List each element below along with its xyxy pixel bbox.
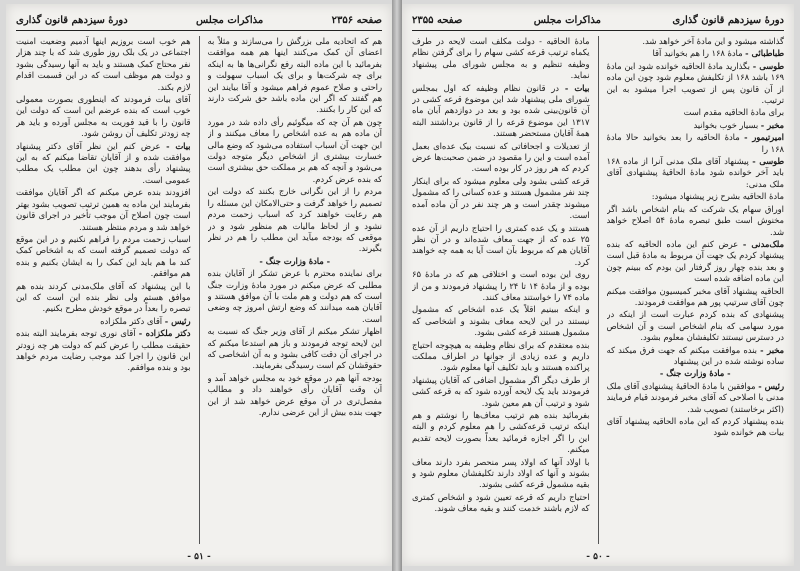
speech-text: بسیار خوب بخوانید <box>693 119 759 130</box>
speaker-name: ملک‌مدنی - <box>742 238 784 249</box>
paragraph: مادهٔ الحاقیه - دولت مکلف است لایحه در طرف یکماه ترتیب قرعه کشی سهام را برای گرفتن نظام وظیفه تنظیم و به مجلس شورای ملی پیشنهاد نماید. <box>412 36 590 81</box>
paragraph: گذاشته میشود و این مادهٔ آخر خواهد شد. <box>642 36 784 46</box>
speaker-paragraph <box>607 381 785 415</box>
paragraph: بودجه آنها هم در موقع خود به مجلس خواهد آمد و آن وقت آقایان رأی خواهند داد و مطالب مفصل‌تری در آن موقع عرض خواهد شد از این جهت بنده بیش از این عرضی ندارم. <box>207 372 382 417</box>
paragraph: بنده معتقدم که برای نظام وظیفه به هیچوجه احتیاج داریم و عده زیادی از جوانها در اطراف مملکت پراکنده هستند و باید تکلیف آنها معلوم شود. <box>412 339 590 373</box>
page-header <box>412 10 784 31</box>
paragraph: احتیاج داریم که قرعه تعیین شود و اشخاص کمتری که لازم باشند خدمت کنند و بقیه معاف شوند. <box>412 491 590 514</box>
paragraph: مادهٔ الحاقیه بشرح زیر پیشنهاد میشود: <box>651 191 784 202</box>
paragraph: قرعه کشی بشود ولی معلوم میشود که برای اینکار چند نفر مشمول هستند و عده کسانی را که مشمول میشوند چقدر است و هر چند نفر در آن ماده آمده است. <box>412 175 590 221</box>
speaker-paragraph <box>607 120 785 131</box>
paragraph: روی این بوده است و اختلافی هم که در مادهٔ ۶۵ بوده و از مادهٔ ۱۴ تا ۲۴ را پیشنهاد فرمودند و من از ماده ۷۴ را خواستند معاف کنند. <box>412 269 590 302</box>
speech-text: مادهٔ الحاقیه را بعد بخوانید حالا مادهٔ ۱۶۸ را <box>606 132 784 154</box>
page-label: صفحه ۲۳۵۶ <box>331 14 382 26</box>
speech-text: آقای دکتر ملکزاده <box>100 315 163 326</box>
paragraph: از تعدیلات و اجحافاتی که نسبت بیک عده‌ای بعمل آمده است و این را مقصود در ضمن صحبت‌ها عرض کردم که هر روز در کار بوده است. <box>412 140 590 174</box>
paragraph: الحاقیه پیشنهاد آقای مخبر کمیسیون موافقت میکنم چون آقای سرتیپ پور هم موافقت فرمودند. <box>606 285 784 307</box>
paragraph: از طرف دیگر اگر مشمول اضافی که آقایان پیشنهاد فرمودند باید یک لایحه آورده شود که به قرعه کشی شود و ترتیب آن هم معین شود. <box>412 374 590 408</box>
speech-text: موافقین با مادهٔ الحاقیهٔ پیشنهادی آقای ملک مدنی با اصلاحی که آقای مخبر فرمودند قیام فرمایند (اکثر برخاستند) تصویب شد. <box>606 380 784 414</box>
left-page <box>6 4 392 566</box>
column-divider <box>598 36 599 544</box>
paragraph: اظهار تشکر میکنم از آقای وزیر جنگ که نسبت به این لایحه توجه فرمودند و باز هم استدعا میکنم که در اجرای آن دقت کافی بشود و به آن اشخاصی که حقوقشان کم است رسیدگی بفرمایند. <box>207 326 382 371</box>
speaker-paragraph <box>607 61 785 107</box>
paragraph: هستند و یک عده کمتری را احتیاج داریم از آن عده ۲۵ عده که از جهت معاف شده‌اند و در آن نظر آقایان هم که مربوط بآن است آیا به همه چه خواهند کرد. <box>412 222 590 267</box>
speech-text: آقای نوری توجه بفرمایند البته بنده حقیقت مطلب را عرض کنم که دولت هر چه زودتر این قانون را اجرا کند موجب رضایت مردم خواهد بود و بنده موافقم. <box>16 328 191 373</box>
speaker-name: امیرتیمور - <box>744 132 784 143</box>
page-header <box>16 10 382 31</box>
speaker-name: مخبر - <box>760 344 784 355</box>
paragraph: اسباب زحمت مردم را فراهم نکنیم و در این موقع که دولت تصمیم گرفته است که به اشخاص کمک کند ما هم باید این کمک را به ایشان بکنیم و بنده هم موافقم. <box>16 233 191 279</box>
page-title: مذاکرات مجلس <box>533 14 601 26</box>
text-body <box>412 36 784 544</box>
speaker-paragraph <box>16 316 191 327</box>
text-column-left <box>16 36 191 544</box>
page-title: مذاکرات مجلس <box>196 14 264 26</box>
speaker-paragraph <box>607 239 785 285</box>
section-heading: - مادهٔ وزارت جنگ - <box>659 368 731 379</box>
paragraph: آقای بیات فرمودند که اینطوری بصورت معمولی خوب است که بنده عرضم این است که دولت این قانون را با قید فوریت به مجلس آورده و باید هر چه زودتر تکلیف آن روشن شود. <box>16 94 191 139</box>
speaker-name: رئیس - <box>758 380 784 391</box>
text-body <box>16 36 382 544</box>
paragraph: بنده پیشنهاد کردم که این ماده الحاقیه پیشنهاد آقای بیات هم خوانده شود <box>606 416 784 438</box>
speaker-paragraph <box>16 141 191 187</box>
paragraph: چون هم آن چه که میگوئیم رأی داده شد در مورد آن ماده هم به عده اشخاص را معاف میکنند و از این جهت آن اسباب استفاده می‌شود که وضع مالی خسارت بیشتری از اشخاص دیگر متوجه دولت می‌شود و آنچه که هم بر مملکت حق بیشتری است که بنده عرض کردم. <box>207 116 382 184</box>
page-label: صفحه ۲۳۵۵ <box>412 14 463 26</box>
speaker-name: طباطبائی - <box>745 48 784 59</box>
book-gutter <box>392 0 402 571</box>
right-page <box>402 4 794 566</box>
session-label: دورهٔ سیزدهم قانون گذاری <box>16 14 128 26</box>
paragraph: مردم را از این نگرانی خارج بکنند که دولت این تصمیم را خواهد گرفت و حتی‌الامکان این مسئله را هم رعایت خواهند کرد که اسباب زحمت مردم نشود و از لحاظ مالیات هم منظور شود و در موقعی که بودجه میآید این مطلب را هم در نظر بگیرند. <box>207 186 382 254</box>
speaker-name: دکتر ملکزاده - <box>138 328 191 339</box>
text-column-right <box>208 36 383 544</box>
paragraph: با اولاد آنها که اولاد پسر منحصر بفرد دارند معاف بشوند و آنها که اولاد دارند تکلیفشان معلوم شود و بقیه مشمول قرعه کشی بشوند. <box>412 456 590 490</box>
speaker-paragraph <box>607 345 785 368</box>
paragraph: هم که اتحادیه ملی بزرگش را می‌سازند و مثلاً به اعضای آن کمک می‌کنند اینها هم همه موافقت بفرمائید با این ماده البته رفع نگرانی‌ها ها به اینکه برای چه شرکت‌ها و برای یک اسباب سهولت و راحتی و صلاح عموم فراهم میشود و آقا بیایند این هم گفتند که اگر این ماده باشد حق شرکت دارند که این کار را بکنند. <box>207 36 382 115</box>
section-heading: - مادهٔ وزارت جنگ - <box>259 255 331 266</box>
speech-text: بنده موافقت میکنم که جهت فرق میکند که ساده نوشته شده در این پیشنهاد <box>606 344 784 366</box>
session-label: دورهٔ سیزدهم قانون گذاری <box>672 14 784 26</box>
speech-text: عرض کنم این نظر آقای دکتر پیشنهاد موافقت شده و از آقایان تقاضا میکنم که به این پیشنهاد رأی بدهند چون این مطلب یک مطلب عمومی است. <box>16 140 191 185</box>
speech-text: در قانون نظام وظیفه که اول بمجلس شورای ملی پیشنهاد شد این موضوع قرعه کشی در آن قانون‌بینی شده بود و بعد در دوازدهم آبان ماه ۱۳۱۷ این موضوع قرعه را از قانون برداشتند البته همهٔ آقایان مستحضر هستند. <box>412 82 590 139</box>
speech-text: بگذارید مادهٔ الحاقیه خوانده شود این مادهٔ ۱۶۹ باشد ۱۶۸ از تکلیفش معلوم شود چون این ماده از آن قانون پس از تصویب اجرا میشود به این ترتیب. <box>606 60 784 106</box>
paragraph: برای مادهٔ الحاقیه مقدم است <box>683 107 784 118</box>
paragraph: و اینکه ببینیم اقلاً یک عده اشخاص که مشمول نیستند در این لایحه معاف بشوند و اشخاصی که مشمول هستند قرعه کشی بشود. <box>412 304 590 338</box>
speaker-name: طوسی - <box>752 156 784 167</box>
paragraph: بفرمائید بنده هم ترتیب معاف‌ها را نوشتم و هم اینکه ترتیب قرعه‌کشی را هم معلوم کردم و البته این را اگر اجازه فرمائید بعداً بصورت لایحه تقدیم میکنم. <box>412 410 590 455</box>
speech-text: مادهٔ ۱۶۸ را هم بخوانید آقا <box>652 48 743 59</box>
speaker-name: مخبر - <box>760 119 784 130</box>
paragraph: هم خوب است بروزیم اینها آدمیم وضعیت امنیت اجتماعی در یک بلک روز طوری شد که با چند هزار نفر محتاج کمک هستند و باید به آنها رسیدگی بشود و دولت هم موظف است که در این قسمت اقدام لازم بکند. <box>16 36 191 92</box>
speaker-paragraph <box>16 328 191 374</box>
paragraph: اوراق سهام یک شرکت که بنام اشخاص باشد اگر مخنوش است طبق تبصره مادهٔ ۵۴ اصلاح خواهد شد. <box>606 203 784 237</box>
text-column-left <box>412 36 590 544</box>
speaker-paragraph <box>412 83 590 140</box>
column-divider <box>199 36 200 544</box>
speaker-name: طوسی - <box>752 60 784 71</box>
paragraph: پیشنهادی که بنده کردم عبارت است از اینکه در مورد سهامی که بنام اشخاص است و آن اشخاص در دسترس نیستند تکلیفشان معلوم بشود. <box>606 309 784 343</box>
speaker-paragraph <box>607 156 785 190</box>
paragraph: افزودند بنده عرض میکنم که اگر آقایان موافقت بفرمایند این ماده به همین ترتیب تصویب بشود بهتر است چون اصلاح آن موجب تأخیر در اجرای قانون خواهد شد و مردم منتظر هستند. <box>16 187 191 232</box>
speaker-paragraph <box>607 48 785 59</box>
text-column-right <box>607 36 785 544</box>
speaker-name: بیات - <box>166 140 191 151</box>
speech-text: پیشنهاد آقای ملک مدنی آنرا از ماده ۱۶۸ باید آخر خوانده شود مادهٔ الحاقیهٔ پیشنهادی آقای ملک مدنی: <box>606 156 784 189</box>
speech-text: عرض کنم این ماده الحاقیه که بنده پیشنهاد کردم یک جهت آن مربوط به مادهٔ قبل است و بعد بنده چهار روز گرفتار این بودم که ببینم چون این ماده اضافه شده است <box>606 238 784 284</box>
speaker-name: رئیس - <box>164 315 191 326</box>
paragraph: با این پیشنهاد که آقای ملک‌مدنی کردند بنده هم موافق هستم ولی نظر بنده این است که این تبصره را بعداً در موقع خودش مطرح بکنیم. <box>16 280 191 314</box>
paragraph: برای نماینده محترم با عرض تشکر از آقایان بنده مطلبی که عرض میکنم در مورد مادهٔ وزارت جنگ است که هم دولت و هم ملت با آن موافق هستند و آقایان همه میدانند که وضع ارتش امروز چه وضعی است. <box>207 268 382 324</box>
page-number: - ۵۰ - <box>586 552 610 562</box>
page-number: - ۵۱ - <box>187 552 211 562</box>
speaker-name: بیات - <box>564 82 590 93</box>
speaker-paragraph <box>607 132 785 155</box>
